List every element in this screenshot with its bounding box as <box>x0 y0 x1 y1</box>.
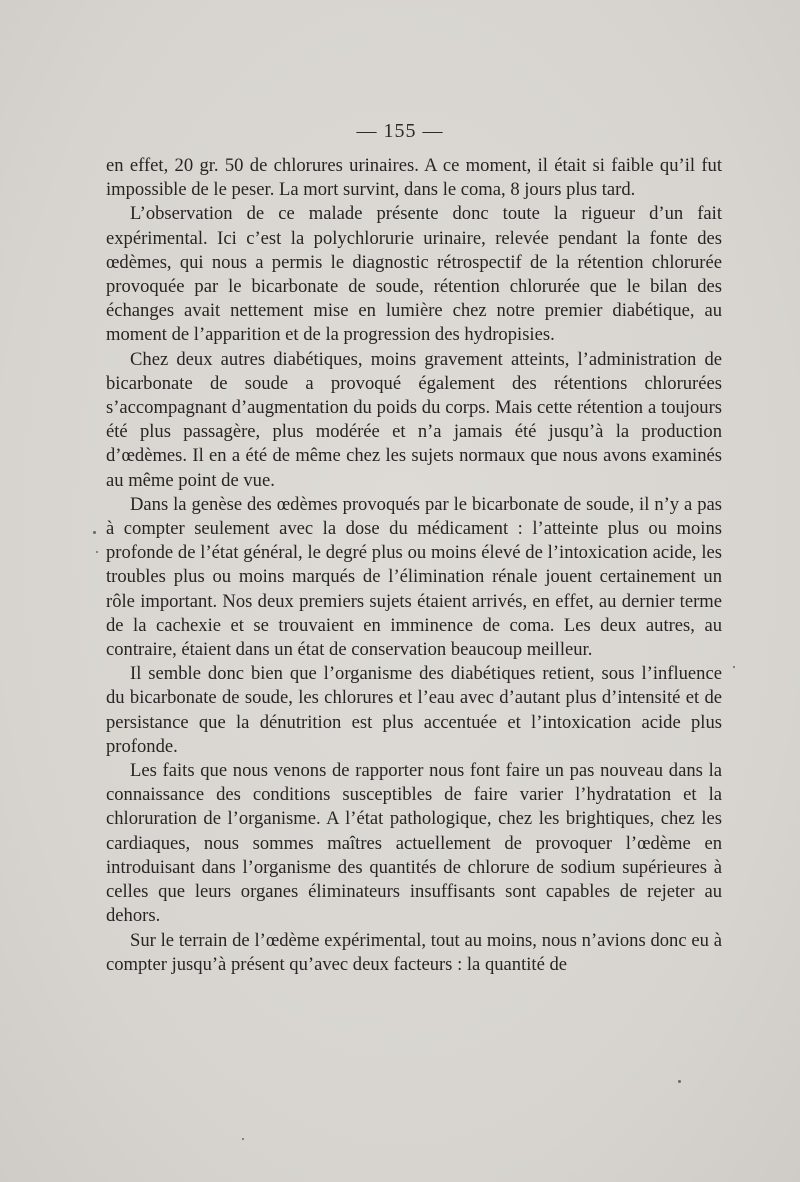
paper-speck <box>96 551 98 553</box>
paragraph-5: Il semble donc bien que l’organisme des diabétiques retient, sous l’influence du bicarbonate de soude, les chlorures et l’eau avec d’autant plus d’intensité et de persistance que la dénutrition est plus accentuée et l’intoxication acide plus profonde. <box>106 663 722 757</box>
paragraph-6: Les faits que nous venons de rapporter nous font faire un pas nouveau dans la connaissance des conditions susceptibles de faire varier l’hydratation et la chloruration de l’organisme. A l’état pathologique, chez les brightiques, chez les cardiaques, nous sommes maîtres actuellement de provoquer l’œdème en introduisant dans l’organisme des quantités de chlorure de sodium supérieures à celles que leurs organes éliminateurs insuffisants sont capables de rejeter au dehors. <box>106 760 722 927</box>
body-text <box>106 154 722 977</box>
paragraph-7: Sur le terrain de l’œdème expérimental, tout au moins, nous n’avions donc eu à compter jusqu’à présent qu’avec deux facteurs : la quantité de <box>106 929 722 975</box>
paragraph-1: en effet, 20 gr. 50 de chlorures urinaires. A ce moment, il était si faible qu’il fut impossible de le peser. La mort survint, dans le coma, 8 jours plus tard. <box>106 155 722 201</box>
page-number: — 155 — <box>356 120 444 142</box>
paper-speck <box>678 1080 681 1083</box>
paragraph-2: L’observation de ce malade présente donc toute la rigueur d’un fait expérimental. Ici c’est la polychlorurie urinaire, relevée pendant la fonte des œdèmes, qui nous a permis le diagnostic rétrospectif de la rétention chlorurée provoquée par le bicarbonate de soude, rétention chlorurée que le bilan des échanges avait nettement mise en lumière chez notre premier diabétique, au moment de l’apparition et de la progression des hydropisies. <box>106 203 722 346</box>
paragraph-3: Chez deux autres diabétiques, moins gravement atteints, l’administration de bicarbonate de soude a provoqué également des rétentions chlorurées s’accompagnant d’augmentation du poids du corps. Mais cette rétention a toujours été plus passagère, plus modérée et n’a jamais été jusqu’à la production d’œdèmes. Il en a été de même chez les sujets normaux que nous avons examinés au même point de vue. <box>106 348 722 491</box>
paper-speck <box>93 531 96 534</box>
paper-speck <box>733 666 735 668</box>
paragraph-4: Dans la genèse des œdèmes provoqués par le bicarbonate de soude, il n’y a pas à compter seulement avec la dose du médicament : l’atteinte plus ou moins profonde de l’état général, le degré plus ou moins élevé de l’intoxication acide, les troubles plus ou moins marqués de l’élimination rénale jouent certainement un rôle important. Nos deux premiers sujets étaient arrivés, en effet, au dernier terme de la cachexie et se trouvaient en imminence de coma. Les deux autres, au contraire, étaient dans un état de conservation beaucoup meilleur. <box>106 493 722 661</box>
paper-speck <box>242 1138 244 1140</box>
